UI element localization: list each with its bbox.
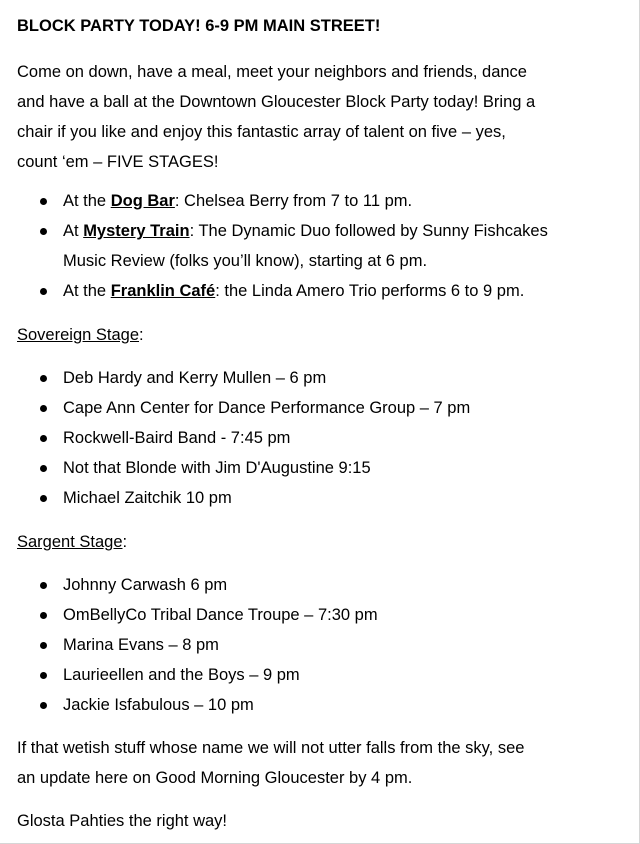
footer-line: If that wetish stuff whose name we will not utter falls from the sky, see <box>17 739 525 757</box>
list-item: Laurieellen and the Boys – 9 pm <box>17 660 627 690</box>
list-item: Not that Blonde with Jim D'Augustine 9:15 <box>17 453 627 483</box>
bullet-icon <box>40 465 47 472</box>
bullet-icon <box>40 405 47 412</box>
list-item: At the Franklin Café: the Linda Amero Trio performs 6 to 9 pm. <box>17 276 627 306</box>
list-item: Rockwell-Baird Band - 7:45 pm <box>17 423 627 453</box>
weather-note <box>17 733 627 793</box>
intro-line: Come on down, have a meal, meet your neighbors and friends, dance <box>17 63 527 81</box>
section-heading-sovereign: Sovereign Stage: <box>17 326 144 344</box>
bullet-icon <box>40 198 47 205</box>
list-item: At the Dog Bar: Chelsea Berry from 7 to 11 pm. <box>17 186 627 216</box>
section-heading-sargent: Sargent Stage: <box>17 533 128 551</box>
intro-line: chair if you like and enjoy this fantastic array of talent on five – yes, <box>17 123 506 141</box>
list-item-continuation: Music Review (folks you’ll know), starting at 6 pm. <box>63 252 428 270</box>
bullet-icon <box>40 495 47 502</box>
list-item: At Mystery Train: The Dynamic Duo followed by Sunny Fishcakes Music Review (folks you’ll know), starting at 6 pm. <box>17 216 627 276</box>
venue-link-mystery-train[interactable]: Mystery Train <box>83 222 190 240</box>
intro-line: and have a ball at the Downtown Gloucester Block Party today! Bring a <box>17 93 536 111</box>
list-item: Deb Hardy and Kerry Mullen – 6 pm <box>17 363 627 393</box>
bullet-icon <box>40 435 47 442</box>
intro-paragraph <box>17 57 627 177</box>
bullet-icon <box>40 375 47 382</box>
bullet-icon <box>40 642 47 649</box>
bullet-icon <box>40 612 47 619</box>
bullet-icon <box>40 672 47 679</box>
list-item: Cape Ann Center for Dance Performance Group – 7 pm <box>17 393 627 423</box>
venue-link-franklin-cafe[interactable]: Franklin Café <box>110 282 216 300</box>
intro-line: count ‘em – FIVE STAGES! <box>17 153 219 171</box>
headline: BLOCK PARTY TODAY! 6-9 PM MAIN STREET! <box>17 17 381 35</box>
venue-link-dog-bar[interactable]: Dog Bar <box>110 192 175 210</box>
list-item: OmBellyCo Tribal Dance Troupe – 7:30 pm <box>17 600 627 630</box>
bullet-icon <box>40 288 47 295</box>
sargent-list <box>17 570 627 720</box>
list-item: Johnny Carwash 6 pm <box>17 570 627 600</box>
bullet-icon <box>40 582 47 589</box>
closing-line: Glosta Pahties the right way! <box>17 812 228 830</box>
list-item: Marina Evans – 8 pm <box>17 630 627 660</box>
footer-line: an update here on Good Morning Gloucester by 4 pm. <box>17 769 413 787</box>
bullet-icon <box>40 702 47 709</box>
list-item: Jackie Isfabulous – 10 pm <box>17 690 627 720</box>
venue-list <box>17 186 627 306</box>
list-item: Michael Zaitchik 10 pm <box>17 483 627 513</box>
sovereign-list <box>17 363 627 513</box>
bullet-icon <box>40 228 47 235</box>
